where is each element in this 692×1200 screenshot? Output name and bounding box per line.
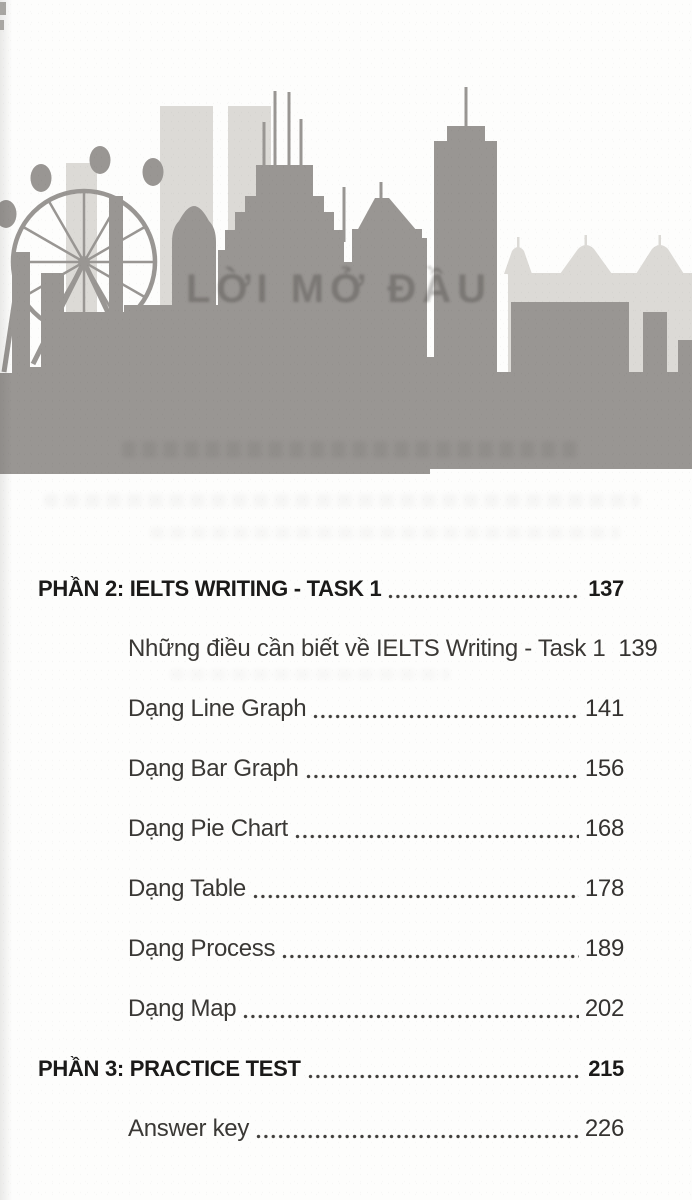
toc-entry (0, 799, 692, 859)
mansard-roof-building (352, 182, 422, 241)
toc-entry (0, 919, 692, 979)
ghost-title-bleedthrough: LỜI MỞ ĐẦU (186, 267, 492, 311)
toc-entry-label: Answer key (128, 1115, 250, 1142)
toc-entry-page: 168 (584, 815, 624, 842)
right-blocks (511, 302, 692, 372)
toc-entry-label: PHẦN 2: IELTS WRITING - TASK 1 (38, 576, 382, 601)
toc-entry (0, 739, 692, 799)
toc-entry-label: Dạng Line Graph (128, 695, 307, 722)
toc-entry-page: 226 (584, 1115, 624, 1142)
toc-entry (0, 619, 692, 679)
skyline-illustration (0, 0, 692, 480)
toc-entry-label: Dạng Pie Chart (128, 815, 288, 842)
table-of-contents (0, 559, 692, 1159)
dot-leader (313, 714, 579, 719)
toc-entry-page: 139 (618, 635, 658, 662)
toc-entry (0, 559, 692, 619)
dot-leader (243, 1014, 579, 1019)
dot-leader (253, 894, 579, 899)
dot-leader (388, 594, 579, 599)
toc-entry-label: Dạng Bar Graph (128, 755, 299, 782)
thin-tower (109, 196, 123, 316)
ghost-text-smudge (44, 494, 640, 507)
toc-entry-label: Những điều cần biết về IELTS Writing - Task 1 (128, 635, 606, 662)
toc-entry-page: 178 (584, 875, 624, 902)
lamp-pole (343, 187, 346, 242)
toc-entry (0, 979, 692, 1039)
toc-entry-page: 137 (588, 576, 624, 601)
toc-entry (0, 859, 692, 919)
toc-entry-label: Dạng Process (128, 935, 276, 962)
tall-tower (434, 87, 497, 372)
toc-entry-page: 202 (584, 995, 624, 1022)
scan-corner-artifact (0, 0, 8, 34)
toc-entry-page: 215 (588, 1056, 624, 1081)
toc-entry (0, 1039, 692, 1099)
dot-leader (282, 954, 579, 959)
toc-entry-label: PHẦN 3: PRACTICE TEST (38, 1056, 301, 1081)
toc-entry-page: 189 (584, 935, 624, 962)
toc-entry (0, 1099, 692, 1159)
dot-leader (308, 1074, 579, 1079)
ghost-text-smudge (150, 527, 620, 539)
toc-entry-label: Dạng Table (128, 875, 246, 902)
toc-entry-label: Dạng Map (128, 995, 237, 1022)
dot-leader (256, 1134, 579, 1139)
dot-leader (295, 834, 579, 839)
toc-entry-page: 156 (584, 755, 624, 782)
dot-leader (306, 774, 579, 779)
toc-entry (0, 679, 692, 739)
toc-entry-page: 141 (584, 695, 624, 722)
